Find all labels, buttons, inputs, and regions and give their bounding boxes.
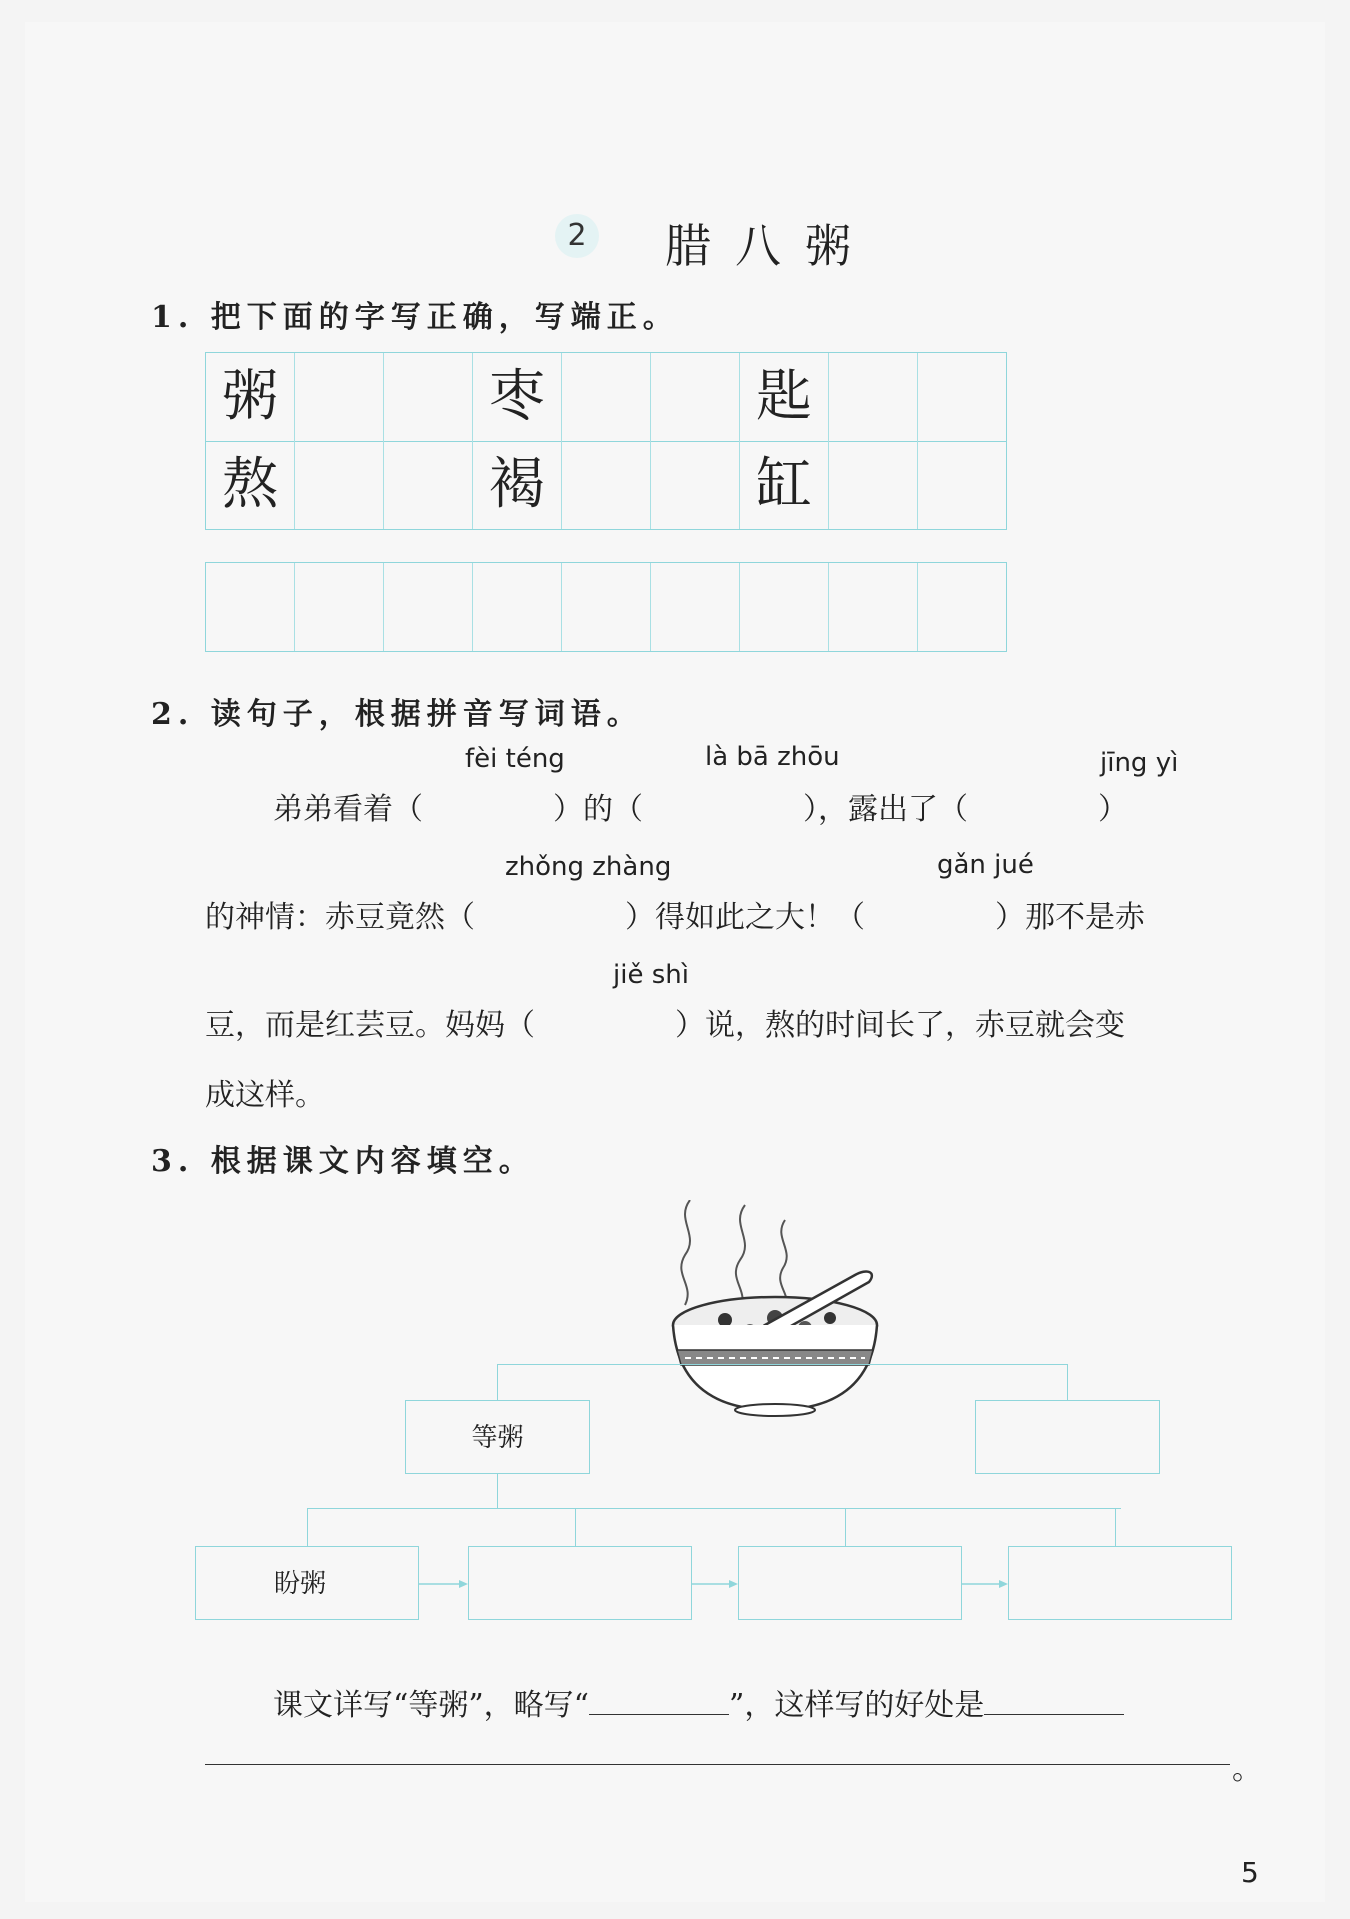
box-long-for-porridge: 盼粥 (195, 1546, 419, 1620)
writing-grid-practice[interactable] (205, 562, 1007, 652)
page-number: 5 (1241, 1856, 1259, 1889)
connector-line (575, 1508, 576, 1546)
porridge-bowl-illustration (655, 1200, 895, 1420)
pinyin-hint: gǎn jué (937, 850, 1034, 880)
connector-line (845, 1508, 846, 1546)
pinyin-hint: fèi téng (465, 744, 565, 774)
pinyin-hint: jiě shì (613, 960, 689, 990)
question-2-prompt: 2. 读句子，根据拼音写词语。 (151, 697, 643, 732)
grid-char: 粥 (222, 364, 278, 429)
fill-blank[interactable] (589, 1714, 729, 1715)
answer-box-top-right[interactable] (975, 1400, 1160, 1474)
grid-char: 枣 (489, 364, 545, 429)
pinyin-hint: zhǒng zhàng (505, 852, 672, 882)
flow-arrows (419, 1574, 1249, 1594)
question-1-prompt: 1. 把下面的字写正确，写端正。 (151, 300, 679, 335)
writing-grid-sample (205, 352, 1007, 530)
connector-line (497, 1364, 498, 1400)
pinyin-hint: là bā zhōu (705, 742, 840, 772)
workbook-page (25, 22, 1325, 1902)
question-3-prompt: 3. 根据课文内容填空。 (151, 1144, 535, 1179)
sentence-line-3: 豆，而是红芸豆。妈妈（ ）说，熬的时间长了，赤豆就会变 (205, 1008, 1125, 1043)
sentence-line-1: 弟弟看着（ ）的（ ），露出了（ ） (273, 792, 1128, 827)
connector-line (307, 1508, 308, 1546)
connector-line (307, 1508, 1121, 1509)
connector-line (1067, 1364, 1068, 1400)
connector-line (497, 1474, 498, 1508)
lesson-title: 腊八粥 (665, 219, 875, 273)
period-mark: 。 (1232, 1752, 1262, 1787)
grid-char: 褐 (489, 452, 545, 517)
sentence-line-2: 的神情：赤豆竟然（ ）得如此之大！（ ）那不是赤 (205, 900, 1145, 935)
q3-sentence: 课文详写“等粥”，略写“ ”，这样写的好处是 (273, 1680, 1124, 1724)
lesson-number-badge: 2 (555, 214, 599, 258)
pinyin-hint: jīng yì (1100, 748, 1179, 778)
connector-line (1115, 1508, 1116, 1546)
grid-char: 熬 (222, 452, 278, 517)
sentence-line-4: 成这样。 (205, 1078, 325, 1113)
fill-blank[interactable] (984, 1714, 1124, 1715)
grid-char: 缸 (756, 452, 812, 517)
grid-char: 匙 (756, 364, 812, 429)
connector-line (497, 1364, 1067, 1365)
answer-line[interactable] (205, 1764, 1230, 1765)
box-wait-porridge: 等粥 (405, 1400, 590, 1474)
